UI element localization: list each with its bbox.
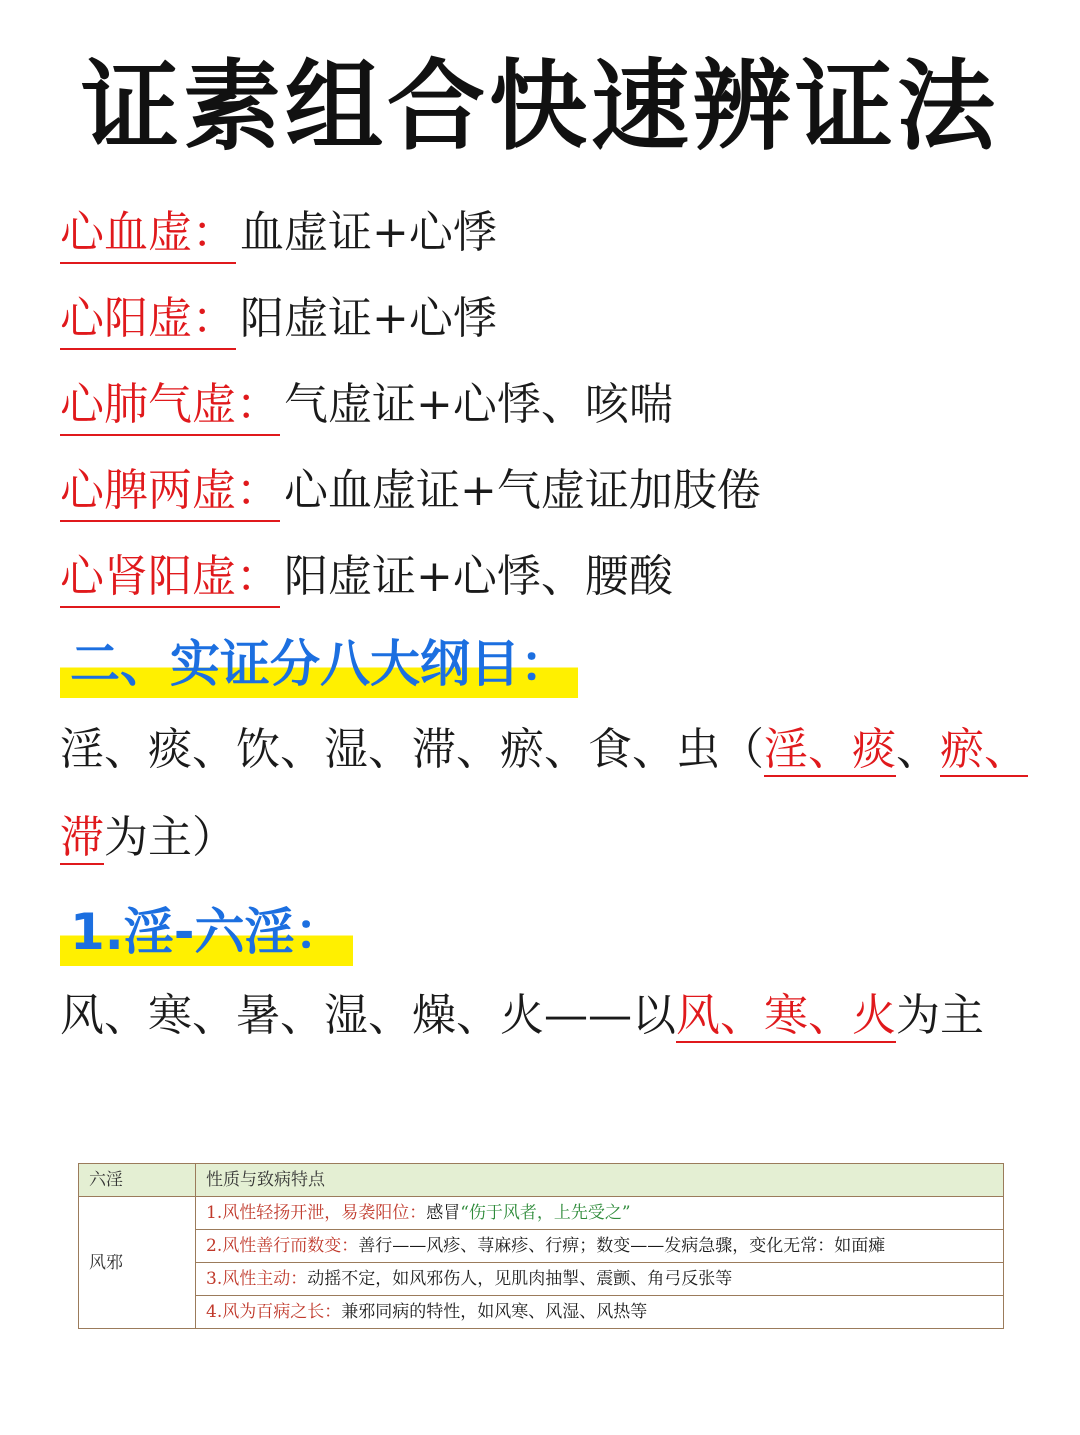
table-cell — [196, 1263, 1004, 1296]
row-key: 心脾两虚： — [60, 462, 280, 522]
item-title: 2.风性善行而数变： — [206, 1236, 359, 1256]
table-cell — [196, 1230, 1004, 1263]
table-row — [79, 1263, 1004, 1296]
highlight-text: 淫、痰 — [764, 724, 896, 775]
table-header-row — [79, 1164, 1004, 1197]
item-title: 4.风为百病之长： — [206, 1302, 342, 1322]
row-heart-yang-deficiency — [60, 284, 497, 354]
wind-pathogen-table — [78, 1163, 1004, 1329]
row-key: 心肾阳虚： — [60, 548, 280, 608]
highlight-text: 风、寒、火 — [676, 990, 896, 1041]
row-value: 血虚证+心悸 — [240, 207, 497, 258]
row-key: 心血虚： — [60, 204, 236, 264]
item-title: 3.风性主动： — [206, 1269, 308, 1289]
table-category-cell: 风邪 — [79, 1197, 196, 1329]
table-header: 六淫 — [79, 1164, 196, 1197]
text: 风、寒、暑、湿、燥、火——以 — [60, 990, 676, 1041]
section-heading-excess-syndromes: 二、实证分八大纲目： — [60, 630, 578, 698]
table-row — [79, 1296, 1004, 1329]
row-value: 气虚证+心悸、咳喘 — [284, 379, 673, 430]
item-text: 善行——风疹、荨麻疹、行痹；数变——发病急骤，变化无常：如面瘫 — [358, 1236, 886, 1256]
page-title: 证素组合快速辨证法 — [80, 50, 999, 164]
row-heart-blood-deficiency — [60, 198, 497, 268]
row-key: 心肺气虚： — [60, 376, 280, 436]
excess-syndrome-paragraph — [60, 706, 1040, 882]
item-quote: “伤于风者，上先受之” — [460, 1203, 631, 1223]
row-heart-lung-qi-deficiency — [60, 370, 673, 440]
table-cell — [196, 1296, 1004, 1329]
section-heading-six-excesses: 1.淫-六淫： — [60, 898, 353, 966]
six-excesses-paragraph — [60, 972, 1040, 1060]
item-text: 感冒 — [426, 1203, 461, 1223]
table-row — [79, 1197, 1004, 1230]
row-value: 阳虚证+心悸 — [240, 293, 497, 344]
item-text: 动摇不定，如风邪伤人，见肌肉抽掣、震颤、角弓反张等 — [307, 1269, 733, 1289]
item-text: 兼邪同病的特性，如风寒、风湿、风热等 — [341, 1302, 648, 1322]
table-header: 性质与致病特点 — [196, 1164, 1004, 1197]
row-value: 阳虚证+心悸、腰酸 — [284, 551, 673, 602]
highlight-text: 瘀、滞 — [60, 724, 1028, 863]
text: 淫、痰、饮、湿、滞、瘀、食、虫（ — [60, 724, 764, 775]
row-key: 心阳虚： — [60, 290, 236, 350]
table-row — [79, 1230, 1004, 1263]
item-title: 1.风性轻扬开泄，易袭阳位： — [206, 1203, 427, 1223]
row-heart-spleen-deficiency — [60, 456, 761, 526]
row-heart-kidney-yang-deficiency — [60, 542, 673, 612]
text: 、 — [896, 724, 940, 775]
text: 为主） — [104, 812, 236, 863]
text: 为主 — [896, 990, 984, 1041]
table-cell — [196, 1197, 1004, 1230]
row-value: 心血虚证+气虚证加肢倦 — [284, 465, 761, 516]
